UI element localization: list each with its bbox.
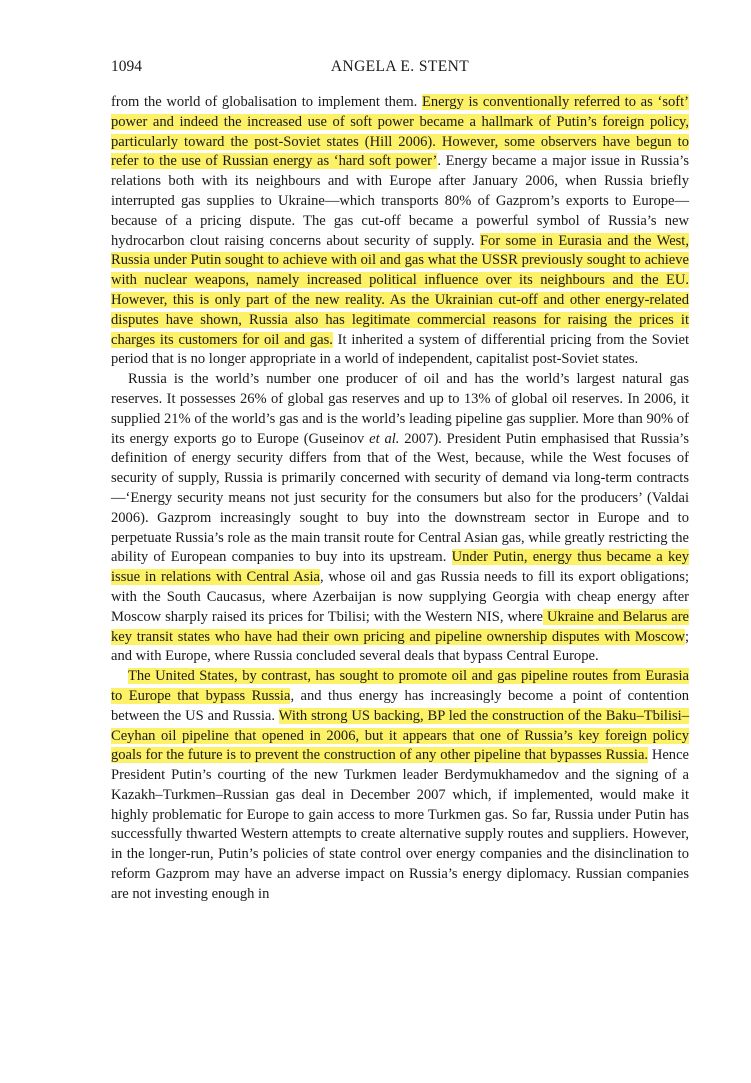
text-segment: from the world of globalisation to implement them. [111,94,423,110]
highlighted-text: Ukraine and Belarus are key transit states who have had their own pricing and pipeline ownership disputes with Moscow [111,608,689,645]
highlighted-text: With strong US backing, BP led the construction of the Baku–Tbilisi–Ceyhan oil pipeline that opened in 2006, but it appears that one of Russia’s key foreign policy goals for the future is to prevent the construction of any other pipeline that bypasses Russia. [111,707,689,764]
paragraph-1 [111,93,689,370]
highlighted-text: For some in Eurasia and the West, Russia under Putin sought to achieve with oil and gas what the USSR previously sought to achieve with nuclear weapons, namely increased political influence over its neighbours and the EU. However, this is only part of the new reality. As the Ukrainian cut-off and other energy-related disputes have shown, Russia also has legitimate commercial reasons for raising the prices it charges its customers for oil and gas. [111,232,689,348]
text-segment: Russia is the world’s number one producer of oil and has the world’s largest natural gas reserves. It possesses 26% of global gas reserves and up to 13% of global oil reserves. In 2006, it supplied 21% of the world’s gas and is the world’s leading pipeline gas supplier. More than 90% of its energy exports go to Europe (Guseinov [111,371,689,447]
page-header [111,58,689,80]
highlighted-text: Energy is conventionally referred to as ‘soft’ power and indeed the increased use of soft power became a hallmark of Putin’s foreign policy, particularly toward the post-Soviet states (Hill 2006). However, some observers have begun to refer to the use of Russian energy as ‘hard soft power’ [111,94,689,170]
body-text [111,93,689,905]
text-segment: , whose oil and gas Russia needs to fill its export obligations; with the South Caucasus, where Azerbaijan is now supplying Georgia with cheap energy after Moscow sharply raised its prices for Tbilisi; with the Western NIS, where [111,569,689,625]
text-segment: . Energy became a major issue in Russia’s relations both with its neighbours and with Europe after January 2006, when Russia briefly interrupted gas supplies to Ukraine—which transports 80% of Gazprom’s exports to Europe—because of a pricing dispute. The gas cut-off became a powerful symbol of Russia’s new hydrocarbon clout raising concerns about security of supply. [111,153,689,249]
running-head: ANGELA E. STENT [330,58,470,75]
text-segment: , and thus energy has increasingly become a point of contention between the US and Russia. [111,687,690,724]
text-segment: 2007). President Putin emphasised that Russia’s definition of energy security differs from that of the West, because, while the West focuses of security of supply, Russia is primarily concerned with security of demand via long-term contracts—‘Energy security means not just security for the consumers but also for the producers’ (Valdai 2006). Gazprom increasingly sought to buy into the downstream sector in Europe and to perpetuate Russia’s role as the main transit route for Central Asian gas, while greatly restricting the ability of European companies to buy into its upstream. [111,430,689,566]
highlighted-text: Under Putin, energy thus became a key issue in relations with Central Asia [111,549,689,586]
text-segment: Hence President Putin’s courting of the new Turkmen leader Berdymukhamedov and the signing of a Kazakh–Turkmen–Russian gas deal in December 2007 which, if implemented, would make it highly problematic for Europe to gain access to more Turkmen gas. So far, Russia under Putin has successfully thwarted Western attempts to create alternative supply routes and suppliers. However, in the longer-run, Putin’s policies of state control over energy companies and the disinclination to reform Gazprom may have an adverse impact on Russia’s energy diplomacy. Russian companies are not investing enough in [111,747,689,902]
highlighted-text: The United States, by contrast, has sought to promote oil and gas pipeline routes from Eurasia to Europe that bypass Russia [111,668,689,704]
paragraph-3 [111,667,689,905]
italic-text: et al. [369,430,400,447]
text-segment: It inherited a system of differential pricing from the Soviet period that is no longer appropriate in a world of independent, capitalist post-Soviet states. [111,331,689,368]
page-number: 1094 [111,58,142,75]
paragraph-2 [111,370,689,667]
text-segment: ; and with Europe, where Russia concluded several deals that bypass Central Europe. [111,628,689,665]
